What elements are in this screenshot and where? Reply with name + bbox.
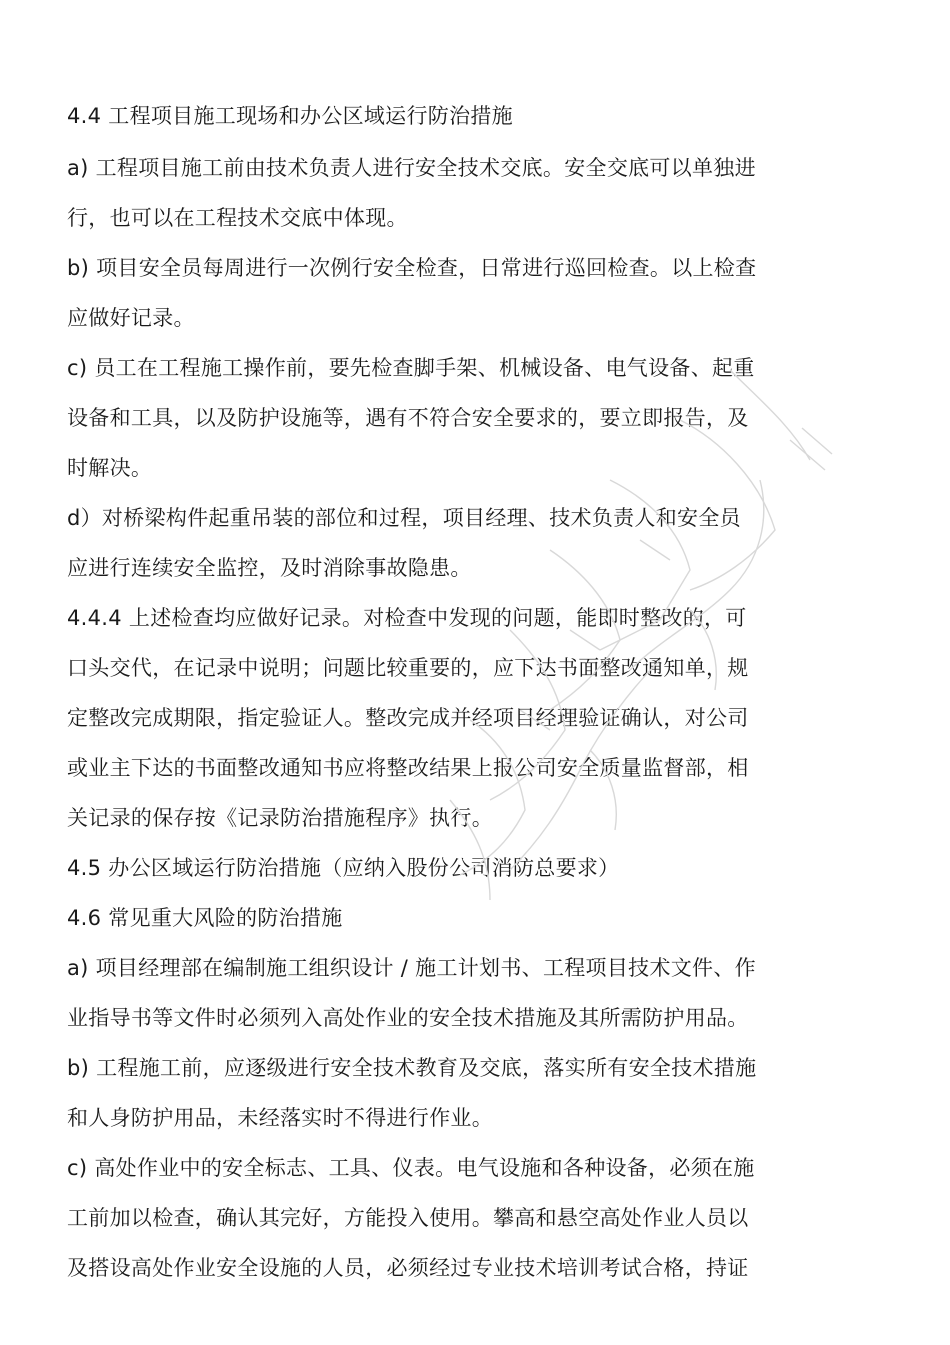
paragraph-line: 及搭设高处作业安全设施的人员，必须经过专业技术培训考试合格，持证 [67, 1256, 749, 1280]
paragraph-line: 口头交代，在记录中说明；问题比较重要的，应下达书面整改通知单，规 [67, 656, 749, 680]
paragraph-line: b) 项目安全员每周进行一次例行安全检查，日常进行巡回检查。以上检查 [67, 256, 757, 280]
heading-4-6: 4.6 常见重大风险的防治措施 [67, 906, 343, 930]
paragraph-line: 关记录的保存按《记录防治措施程序》执行。 [67, 806, 493, 830]
paragraph-line: 或业主下达的书面整改通知书应将整改结果上报公司安全质量监督部，相 [67, 756, 749, 780]
paragraph-line: a) 项目经理部在编制施工组织设计 / 施工计划书、工程项目技术文件、作 [67, 956, 756, 980]
paragraph-line: 时解决。 [67, 456, 153, 480]
paragraph-line: 设备和工具，以及防护设施等，遇有不符合安全要求的，要立即报告，及 [67, 406, 749, 430]
paragraph-line: 和人身防护用品，未经落实时不得进行作业。 [67, 1106, 493, 1130]
paragraph-line: c) 员工在工程施工操作前，要先检查脚手架、机械设备、电气设备、起重 [67, 356, 755, 380]
paragraph-line: 4.4.4 上述检查均应做好记录。对检查中发现的问题，能即时整改的，可 [67, 606, 747, 630]
paragraph-line: 应进行连续安全监控，及时消除事故隐患。 [67, 556, 472, 580]
heading-4-4: 4.4 工程项目施工现场和办公区域运行防治措施 [67, 104, 513, 128]
paragraph-line: 业指导书等文件时必须列入高处作业的安全技术措施及其所需防护用品。 [67, 1006, 749, 1030]
paragraph-line: a) 工程项目施工前由技术负责人进行安全技术交底。安全交底可以单独进 [67, 156, 756, 180]
paragraph-line: 应做好记录。 [67, 306, 195, 330]
heading-4-5: 4.5 办公区域运行防治措施（应纳入股份公司消防总要求） [67, 856, 620, 880]
paragraph-line: 定整改完成期限，指定验证人。整改完成并经项目经理验证确认，对公司 [67, 706, 749, 730]
paragraph-line: 行，也可以在工程技术交底中体现。 [67, 206, 408, 230]
paragraph-line: d）对桥梁构件起重吊装的部位和过程，项目经理、技术负责人和安全员 [67, 506, 741, 530]
paragraph-line: b) 工程施工前，应逐级进行安全技术教育及交底，落实所有安全技术措施 [67, 1056, 757, 1080]
paragraph-line: c) 高处作业中的安全标志、工具、仪表。电气设施和各种设备，必须在施 [67, 1156, 755, 1180]
paragraph-line: 工前加以检查，确认其完好，方能投入使用。攀高和悬空高处作业人员以 [67, 1206, 749, 1230]
